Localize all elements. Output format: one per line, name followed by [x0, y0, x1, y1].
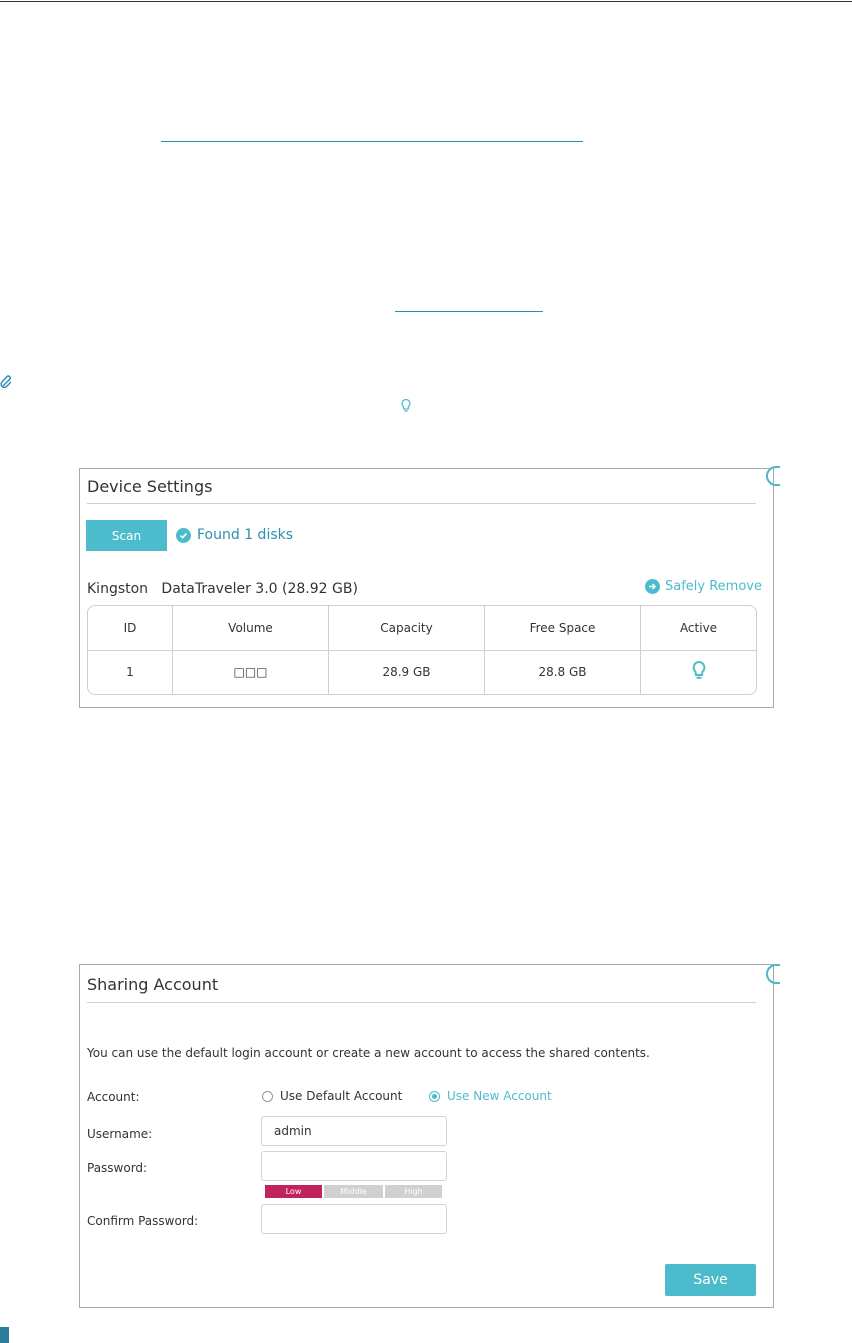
password-label: Password: [87, 1161, 148, 1175]
strength-middle: Middle [324, 1185, 383, 1198]
disk-brand: Kingston [87, 581, 149, 597]
confirm-password-label: Confirm Password: [87, 1214, 199, 1228]
sharing-description: You can use the default login account or create a new account to access the shared contents. [87, 1046, 650, 1060]
cell-id: 1 [88, 650, 173, 694]
arrow-right-circle-icon [645, 579, 660, 594]
disk-table [87, 605, 757, 695]
account-label: Account: [87, 1090, 140, 1104]
check-circle-icon [176, 528, 191, 543]
disk-model: DataTraveler 3.0 (28.92 GB) [161, 581, 358, 597]
col-header-active: Active [641, 606, 757, 650]
col-header-capacity: Capacity [329, 606, 485, 650]
username-input[interactable] [261, 1116, 447, 1146]
strength-high: High [385, 1185, 442, 1198]
save-button[interactable]: Save [665, 1264, 756, 1296]
password-strength-meter [265, 1185, 442, 1198]
disk-info [87, 581, 358, 597]
radio-label: Use New Account [447, 1089, 552, 1103]
radio-use-new-account[interactable] [429, 1089, 552, 1103]
doc-link-underline-1[interactable] [161, 141, 583, 142]
cell-volume: □□□ [173, 650, 329, 694]
password-input[interactable] [261, 1151, 447, 1181]
table-header-row [88, 606, 756, 650]
username-label: Username: [87, 1127, 153, 1141]
table-row [88, 650, 756, 694]
help-icon[interactable] [766, 466, 780, 486]
radio-circle[interactable] [262, 1091, 273, 1102]
page-top-rule [0, 1, 852, 2]
cell-capacity: 28.9 GB [329, 650, 485, 694]
lightbulb-icon [400, 398, 412, 414]
page-corner-marker [0, 1327, 9, 1343]
sharing-account-panel [79, 964, 774, 1308]
col-header-id: ID [88, 606, 173, 650]
lightbulb-active-icon[interactable] [691, 660, 707, 681]
doc-link-underline-2[interactable] [395, 311, 543, 312]
help-icon[interactable] [766, 964, 780, 984]
panel-divider [87, 1002, 756, 1003]
device-settings-panel [79, 468, 774, 708]
paperclip-icon [0, 375, 14, 389]
panel-divider [87, 503, 756, 504]
col-header-free-space: Free Space [485, 606, 641, 650]
confirm-password-input[interactable] [261, 1204, 447, 1234]
radio-use-default-account[interactable] [262, 1089, 402, 1103]
scan-button[interactable]: Scan [86, 520, 167, 551]
panel-title: Device Settings [87, 477, 213, 496]
cell-active [641, 650, 757, 694]
scan-status [176, 527, 293, 543]
radio-circle[interactable] [429, 1091, 440, 1102]
safely-remove-label: Safely Remove [665, 579, 762, 594]
radio-label: Use Default Account [280, 1089, 403, 1103]
panel-title: Sharing Account [87, 975, 219, 994]
strength-low: Low [265, 1185, 322, 1198]
col-header-volume: Volume [173, 606, 329, 650]
cell-free-space: 28.8 GB [485, 650, 641, 694]
scan-status-text: Found 1 disks [197, 527, 294, 543]
safely-remove-link[interactable] [645, 579, 762, 594]
